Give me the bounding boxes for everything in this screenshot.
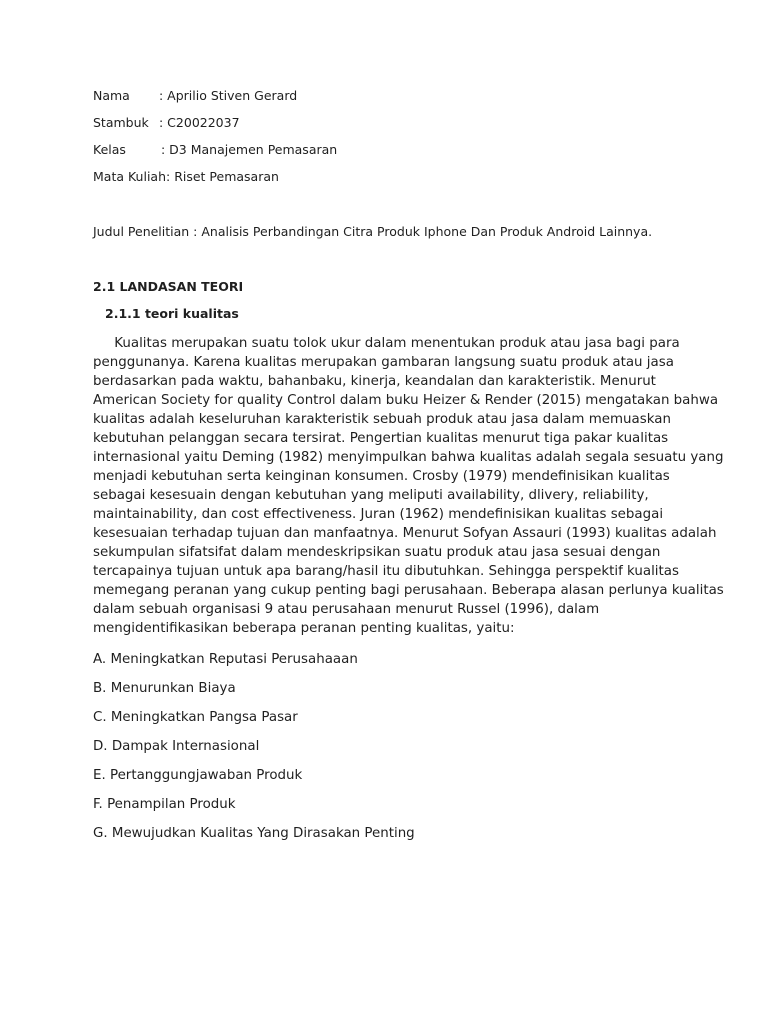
paragraph-line: internasional yaitu Deming (1982) menyimpulkan bahwa kualitas adalah segala sesuatu yang: [93, 450, 724, 465]
nama-label: Nama: [93, 88, 130, 103]
list-item: B. Menurunkan Biaya: [93, 681, 236, 696]
list-item: G. Mewujudkan Kualitas Yang Dirasakan Penting: [93, 826, 415, 841]
paragraph-line: American Society for quality Control dalam buku Heizer & Render (2015) mengatakan bahwa: [93, 393, 719, 408]
paragraph-line: mengidentifikasikan beberapa peranan penting kualitas, yaitu:: [93, 621, 515, 636]
subsection-heading: 2.1.1 teori kualitas: [105, 306, 239, 321]
kelas-label: Kelas: [93, 142, 126, 157]
list-item: E. Pertanggungjawaban Produk: [93, 768, 303, 783]
paragraph-line: memegang peranan yang cukup penting bagi perusahaan. Beberapa alasan perlunya kualitas: [93, 583, 724, 598]
paragraph-line: dalam sebuah organisasi 9 atau perusahaan menurut Russel (1996), dalam: [93, 602, 600, 617]
paragraph-line: Kualitas merupakan suatu tolok ukur dalam menentukan produk atau jasa bagi para: [93, 336, 680, 351]
paragraph-line: kualitas adalah keseluruhan karakteristik sebuah produk atau jasa dalam memuaskan: [93, 412, 671, 427]
judul-penelitian: Judul Penelitian : Analisis Perbandingan Citra Produk Iphone Dan Produk Android Lainnya.: [93, 224, 653, 239]
list-item: A. Meningkatkan Reputasi Perusahaaan: [93, 652, 358, 667]
paragraph-line: sebagai kesesuain dengan kebutuhan yang meliputi availability, dlivery, reliability,: [93, 488, 649, 503]
paragraph-line: berdasarkan pada waktu, bahanbaku, kinerja, keandalan dan karakteristik. Menurut: [93, 374, 656, 389]
identity-nama: [93, 88, 297, 104]
paragraph-line: menjadi kebutuhan serta keinginan konsumen. Crosby (1979) mendefinisikan kualitas: [93, 469, 670, 484]
identity-kelas: [93, 142, 337, 158]
mata-kuliah-label: Mata Kuliah:: [93, 169, 171, 184]
paragraph-line: kesesuaian terhadap tujuan dan manfaatnya. Menurut Sofyan Assauri (1993) kualitas adalah: [93, 526, 717, 541]
paragraph-line: kebutuhan pelanggan secara tersirat. Pengertian kualitas menurut tiga pakar kualitas: [93, 431, 669, 446]
paragraph-line: maintainability, dan cost effectiveness. Juran (1962) mendefinisikan kualitas sebagai: [93, 507, 664, 522]
nama-value: : Aprilio Stiven Gerard: [159, 88, 298, 103]
list-item: F. Penampilan Produk: [93, 797, 236, 812]
paragraph-line: sekumpulan sifatsifat dalam mendeskripsikan suatu produk atau jasa sesuai dengan: [93, 545, 661, 560]
identity-stambuk: [93, 115, 240, 131]
section-heading: 2.1 LANDASAN TEORI: [93, 279, 244, 294]
stambuk-value: : C20022037: [159, 115, 240, 130]
list-item: D. Dampak Internasional: [93, 739, 260, 754]
list-item: C. Meningkatkan Pangsa Pasar: [93, 710, 298, 725]
mata-kuliah-value: Riset Pemasaran: [170, 169, 279, 184]
paragraph-line: penggunanya. Karena kualitas merupakan gambaran langsung suatu produk atau jasa: [93, 355, 674, 370]
kelas-value: : D3 Manajemen Pemasaran: [161, 142, 338, 157]
identity-mata-kuliah: [93, 169, 279, 185]
body-paragraph: [93, 334, 724, 638]
stambuk-label: Stambuk: [93, 115, 149, 130]
paragraph-line: tercapainya tujuan untuk apa barang/hasil itu dibutuhkan. Sehingga perspektif kualitas: [93, 564, 679, 579]
